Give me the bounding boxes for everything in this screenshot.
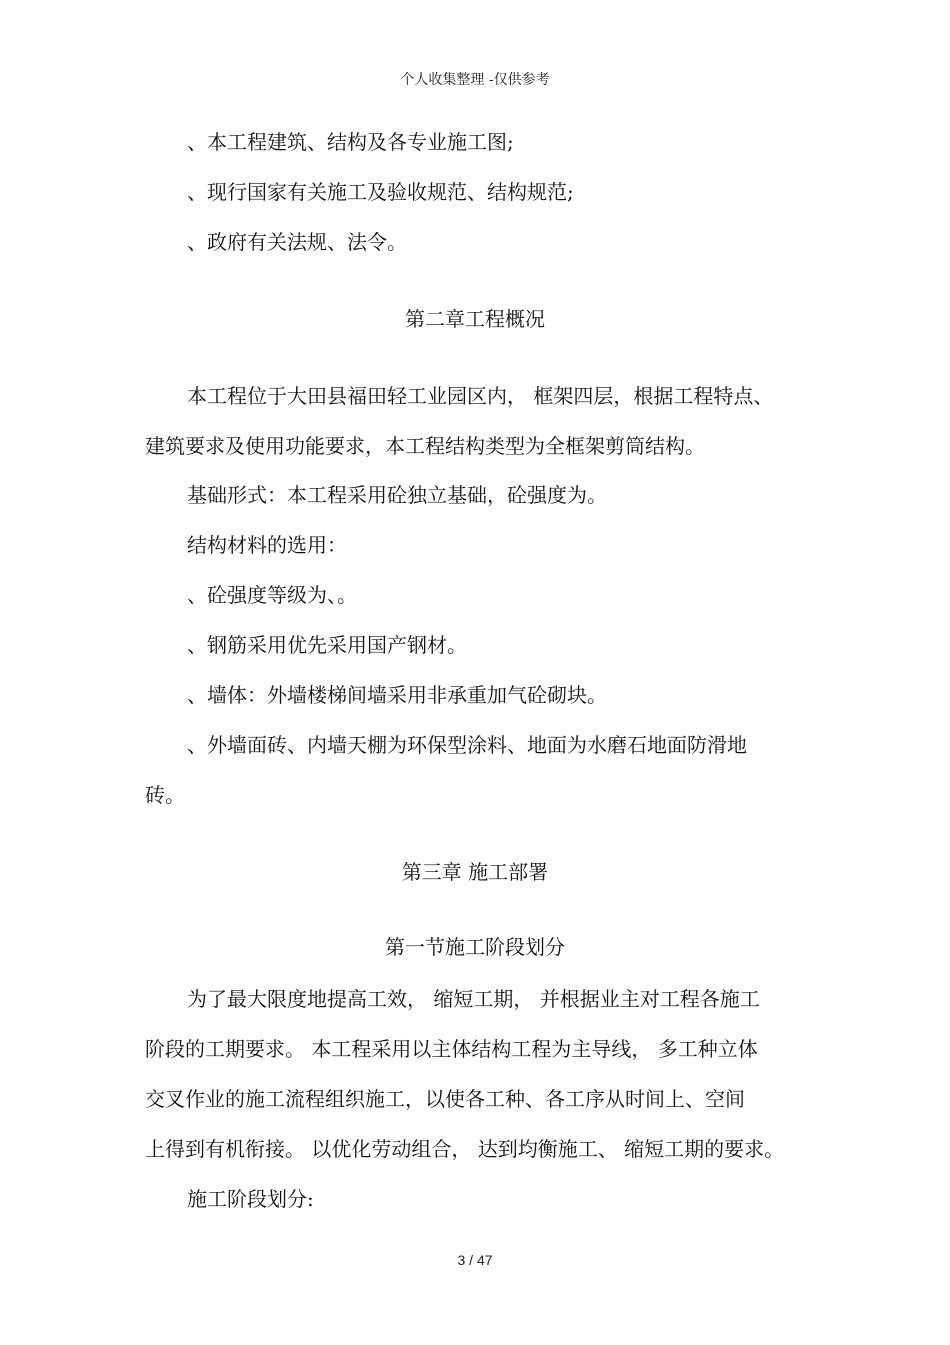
foundation-text: 基础形式：本工程采用砼独立基础，砼强度为。 xyxy=(187,483,607,507)
overview-paragraph-line-2: 建筑要求及使用功能要求，本工程结构类型为全框架剪筒结构。 xyxy=(145,434,705,458)
section-1-title: 第一节施工阶段划分 xyxy=(385,935,565,959)
page-header: 个人收集整理 -仅供参考 xyxy=(400,72,550,88)
stage-paragraph-line-3: 交叉作业的施工流程组织施工，以使各工种、各工序从时间上、空间 xyxy=(145,1087,745,1111)
basis-item-2: 、现行国家有关施工及验收规范、结构规范; xyxy=(187,180,574,204)
material-item-4-line-2: 砖。 xyxy=(145,783,185,807)
stage-paragraph-line-4: 上得到有机衔接。 以优化劳动组合， 达到均衡施工、 缩短工期的要求。 xyxy=(145,1137,785,1161)
material-item-3: 、墙体：外墙楼梯间墙采用非承重加气砼砌块。 xyxy=(187,683,607,707)
material-item-1: 、砼强度等级为、。 xyxy=(187,583,357,607)
basis-item-1: 、本工程建筑、结构及各专业施工图; xyxy=(187,130,514,154)
stage-paragraph-line-1: 为了最大限度地提高工效， 缩短工期， 并根据业主对工程各施工 xyxy=(187,987,760,1011)
materials-title: 结构材料的选用： xyxy=(187,533,347,557)
stage-paragraph-line-2: 阶段的工期要求。 本工程采用以主体结构工程为主导线， 多工种立体 xyxy=(145,1037,758,1061)
chapter-3-title: 第三章 施工部署 xyxy=(401,860,549,884)
basis-item-3: 、政府有关法规、法令。 xyxy=(187,230,407,254)
material-item-4-line-1: 、外墙面砖、内墙天棚为环保型涂料、地面为水磨石地面防滑地 xyxy=(187,733,747,757)
chapter-2-title: 第二章工程概况 xyxy=(405,307,545,331)
page-number: 3 / 47 xyxy=(457,1252,493,1268)
overview-paragraph-line-1: 本工程位于大田县福田轻工业园区内， 框架四层，根据工程特点、 xyxy=(187,384,774,408)
material-item-2: 、钢筋采用优先采用国产钢材。 xyxy=(187,633,467,657)
stages-title: 施工阶段划分: xyxy=(187,1187,314,1211)
